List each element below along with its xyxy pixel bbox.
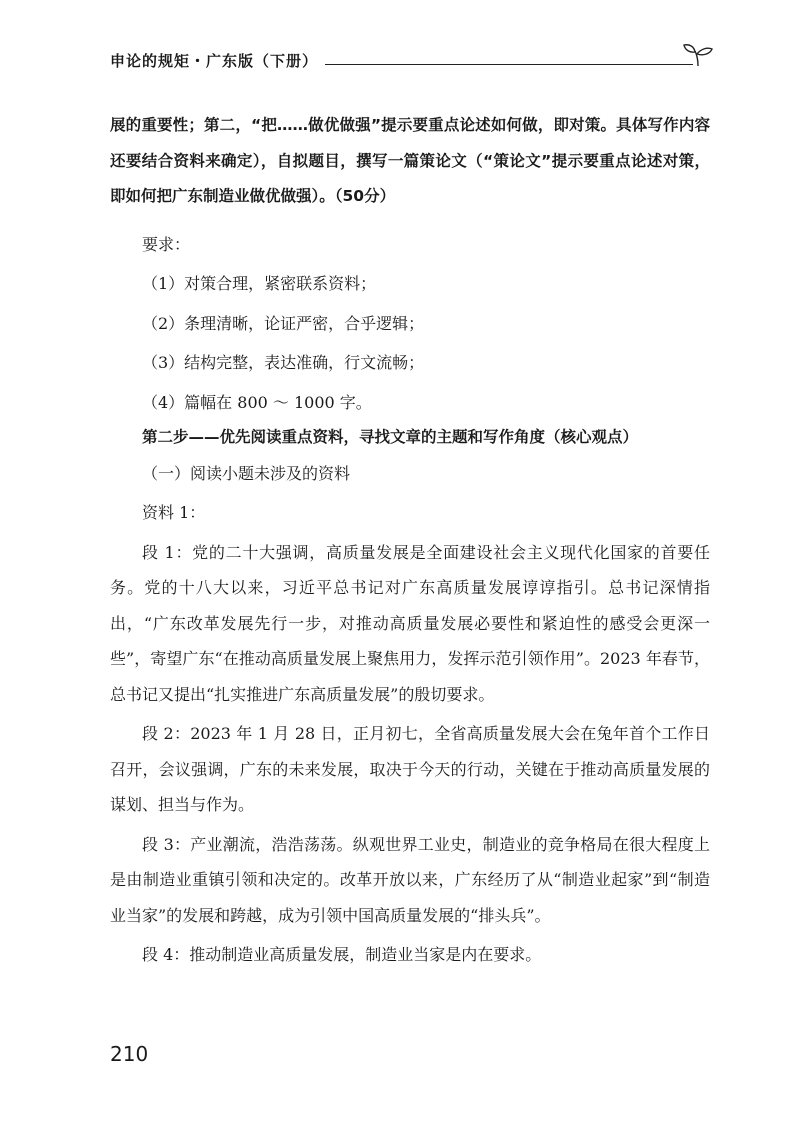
sprout-icon [682, 42, 714, 68]
requirement-item: （4）篇幅在 800 ～ 1000 字。 [142, 392, 372, 412]
running-header [110, 50, 710, 74]
material-label: 资料 1： [142, 503, 206, 522]
material-paragraph: 段 3：产业潮流，浩浩荡荡。纵观世界工业史，制造业的竞争格局在很大程度上是由制造业重镇引领和决定的。改革开放以来，广东经历了从“制造业起家”到“制造业当家”的发展和跨越，成为引领中国高质量发展的“排头兵”。 [110, 834, 710, 925]
book-title: 申论的规矩・广东版（下册） [110, 52, 319, 70]
requirements-heading: 要求： [142, 234, 191, 254]
step-heading: 第二步——优先阅读重点资料，寻找文章的主题和写作角度（核心观点） [142, 428, 639, 446]
section-heading: （一）阅读小题未涉及的资料 [142, 463, 351, 483]
material-paragraph: 段 2：2023 年 1 月 28 日，正月初七，全省高质量发展大会在兔年首个工作日召开，会议强调，广东的未来发展，取决于今天的行动，关键在于推动高质量发展的谋划、担当与作为。 [110, 724, 710, 814]
requirement-item: （1）对策合理，紧密联系资料； [142, 274, 377, 293]
page-body [110, 108, 710, 973]
requirement-item: （2）条理清晰，论证严密，合乎逻辑； [142, 313, 425, 333]
requirement-item: （3）结构完整，表达准确，行文流畅； [142, 353, 425, 372]
page-number: 210 [110, 1042, 149, 1066]
material-paragraph: 段 1：党的二十大强调，高质量发展是全面建设社会主义现代化国家的首要任务。党的十八大以来，习近平总书记对广东高质量发展谆谆指引。总书记深情指出，“广东改革发展先行一步，对推动高质量发展必要性和紧迫性的感受会更深一些”，寄望广东“在推动高质量发展上聚焦用力，发挥示范引领作用”。2023 年春节，总书记又提出“扎实推进广东高质量发展”的殷切要求。 [110, 542, 710, 704]
header-rule [325, 64, 693, 65]
question-continuation: 展的重要性；第二，“把……做优做强”提示要重点论述如何做，即对策。具体写作内容还要结合资料来确定），自拟题目，撰写一篇策论文（“策论文”提示要重点论述对策，即如何把广东制造业做优做强）。（50分） [110, 116, 710, 205]
material-paragraph: 段 4：推动制造业高质量发展，制造业当家是内在要求。 [142, 945, 542, 964]
